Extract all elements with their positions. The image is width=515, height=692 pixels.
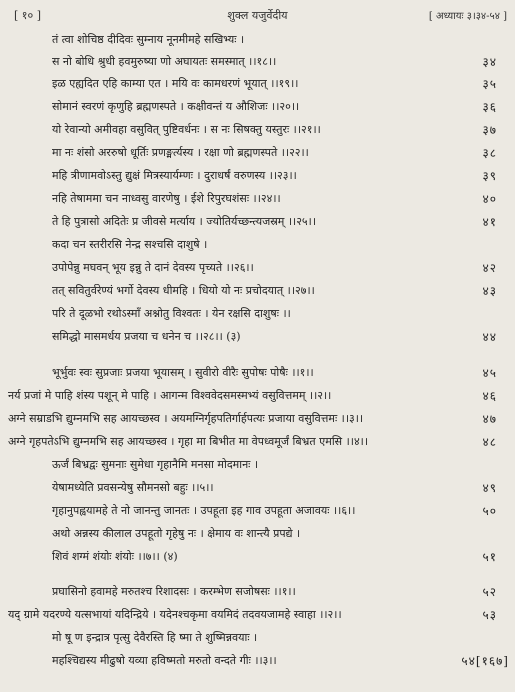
verse-text: उपोपेन्नु मघवन् भूय इन्नु ते दानं देवस्य पृच्यते ।।२६।। xyxy=(52,261,254,274)
verse-text: येषामध्येति प्रवसन्येषु सौमनसो बहुः ।।५।। xyxy=(52,481,214,494)
verse-line xyxy=(0,547,515,567)
page-number: [ १० ] xyxy=(14,9,42,22)
verse-number: ४६ xyxy=(482,389,497,403)
verse-line xyxy=(0,605,515,625)
verse-number: ३६ xyxy=(482,100,497,114)
verse-line xyxy=(0,363,515,383)
verse-text: ऊर्जं बिभ्रद्वः सुमनाः सुमेधा गृहानैमि मनसा मोदमानः । xyxy=(52,458,259,471)
verse-number: ४७ xyxy=(482,412,497,426)
verse-line xyxy=(0,386,515,406)
verse-text: ते हि पुत्रासो अदितेः प्र जीवसे मर्त्याय । ज्योतिर्यच्छन्त्यजस्रम् ।।२५।। xyxy=(52,215,316,228)
verse-text: इळ एह्यदित एहि काम्या एत । मयि वः कामधरणं भूयात् ।।१९।। xyxy=(52,77,299,90)
verse-line xyxy=(0,501,515,521)
verse-text: प्रघासिनो हवामहे मरुतश्च रिशादसः । करम्भेण सजोषसः ।।१।। xyxy=(52,585,296,598)
verse-text: शिवं शग्मं शंयोः शंयोः ।।७।। (४) xyxy=(52,550,178,563)
verse-number: ४५ xyxy=(482,366,497,380)
verse-text: तं त्वा शोचिष्ठ दीदिवः सुम्नाय नूनमीमहे सखिभ्यः । xyxy=(52,33,245,46)
verse-number: ३४ xyxy=(482,55,497,69)
verse-text: परि ते दूळभो रथोऽस्माँ अश्नोतु विश्वतः । येन रक्षसि दाशुषः ।। xyxy=(52,307,291,320)
verse-text: मो षू ण इन्द्रात्र पृत्सु देवैरस्ति हि ष्मा ते शुष्मिन्नवयाः । xyxy=(52,631,258,644)
verse-number: ३५ xyxy=(482,77,497,91)
verse-text: महि त्रीणामवोऽस्तु द्युक्षं मित्रस्यार्यम्णः । दुराधर्षं वरुणस्य ।।२३।। xyxy=(52,169,297,182)
verse-text: अथो अन्नस्य कीलाल उपहूतो गृहेषु नः । क्षेमाय वः शान्त्यै प्रपद्ये । xyxy=(52,527,301,540)
verse-line xyxy=(0,628,515,648)
verse-line xyxy=(0,409,515,429)
verse-number: ४८ xyxy=(482,435,497,449)
verse-text: स नो बोधि श्रुधी हवमुरुष्या णो अघायतः समस्मात् ।।१८।। xyxy=(52,55,277,68)
verse-number: ४० xyxy=(482,192,497,206)
verse-line xyxy=(0,304,515,324)
verse-line xyxy=(0,258,515,278)
verse-text: तत् सवितुर्वरेण्यं भर्गो देवस्य धीमहि । धियो यो नः प्रचोदयात् ।।२७।। xyxy=(52,284,315,297)
verse-line xyxy=(0,281,515,301)
verse-line xyxy=(0,212,515,232)
verse-line xyxy=(0,30,515,50)
verse-text: समिद्धो मासमर्धय प्रजया च धनेन च ।।२८।। (३) xyxy=(52,330,241,343)
verse-text: सोमानं स्वरणं कृणुहि ब्रह्मणस्पते । कक्षीवन्तं य औशिजः ।।२०।। xyxy=(52,100,300,113)
verse-number: ३७ xyxy=(482,123,497,137)
verse-text: कदा चन स्तरीरसि नेन्द्र सश्चसि दाशुषे । xyxy=(52,238,208,251)
verse-text: गृहानुपह्वयामहे ते नो जानन्तु जानतः । उपहूता इह गाव उपहूता अजावयः ।।६।। xyxy=(52,504,356,517)
verse-line xyxy=(0,327,515,347)
verse-number: ३८ xyxy=(482,146,497,160)
verse-line xyxy=(0,524,515,544)
verse-line xyxy=(0,143,515,163)
verse-text: अग्ने सम्राडभि द्युम्नमभि सह आयच्छस्व । अयमग्निर्गृहपतिर्गार्हपत्यः प्रजाया वसुवित्तमः ।।३।। xyxy=(8,412,364,425)
verse-number: ४२ xyxy=(482,261,497,275)
verse-line xyxy=(0,455,515,475)
verse-number: ४३ xyxy=(482,284,497,298)
verse-line xyxy=(0,52,515,72)
verse-text: यद् ग्रामे यदरण्ये यत्सभायां यदिन्द्रिये । यदेनश्चकृमा वयमिदं तदवयजामहे स्वाहा ।।२।। xyxy=(8,608,342,621)
verse-text: नहि तेषाममा चन नाध्वसु वारणेषु । ईशे रिपुरघशंसः ।।२४।। xyxy=(52,192,281,205)
verse-line xyxy=(0,97,515,117)
verse-number: ४९ xyxy=(482,481,497,495)
verse-text: मा नः शंसो अररुषो धूर्तिः प्रणङ्मर्त्यस्य । रक्षा णो ब्रह्मणस्पते ।।२२।। xyxy=(52,146,309,159)
verse-number: ५३ xyxy=(482,608,497,622)
verse-number: ४१ xyxy=(482,215,497,229)
verse-line xyxy=(0,166,515,186)
verse-number: ३९ xyxy=(482,169,497,183)
book-title: शुक्ल यजुर्वेदीय xyxy=(227,9,288,22)
verse-number: ५१ xyxy=(482,550,497,564)
verse-line xyxy=(0,582,515,602)
verse-number: ५० xyxy=(482,504,497,518)
verse-line xyxy=(0,235,515,255)
verse-number: ५२ xyxy=(482,585,497,599)
verse-number: ५४[१६७] xyxy=(461,654,509,668)
verse-line xyxy=(0,478,515,498)
verse-text: महश्चिद्यस्य मीढुषो यव्या हविष्मतो मरुतो वन्दते गीः ।।३।। xyxy=(52,654,277,667)
verse-text: अग्ने गृहपतेऽभि द्युम्नमभि सह आयच्छस्व । गृहा मा बिभीत मा वेपध्वमूर्जं बिभ्रत एमसि ।।४।। xyxy=(8,435,368,448)
verse-line xyxy=(0,120,515,140)
verse-line xyxy=(0,651,515,671)
verse-text: यो रेवान्यो अमीवहा वसुवित् पुष्टिवर्धनः । स नः सिषक्तु यस्तुरः ।।२१।। xyxy=(52,123,321,136)
verse-line xyxy=(0,432,515,452)
verse-text: नर्य प्रजां मे पाहि शंस्य पशून् मे पाहि । आगन्म विश्ववेदसमस्मभ्यं वसुवित्तमम् ।।२।। xyxy=(8,389,332,402)
verse-text: भूर्भुवः स्वः सुप्रजाः प्रजया भूयासम् । सुवीरो वीरैः सुपोषः पोषैः ।।१।। xyxy=(52,366,314,379)
verse-line xyxy=(0,189,515,209)
verse-line xyxy=(0,74,515,94)
chapter-reference: [ अध्यायः ३।३४-५४ ] xyxy=(428,11,507,22)
page-header xyxy=(0,8,515,26)
verse-number: ४४ xyxy=(482,330,497,344)
